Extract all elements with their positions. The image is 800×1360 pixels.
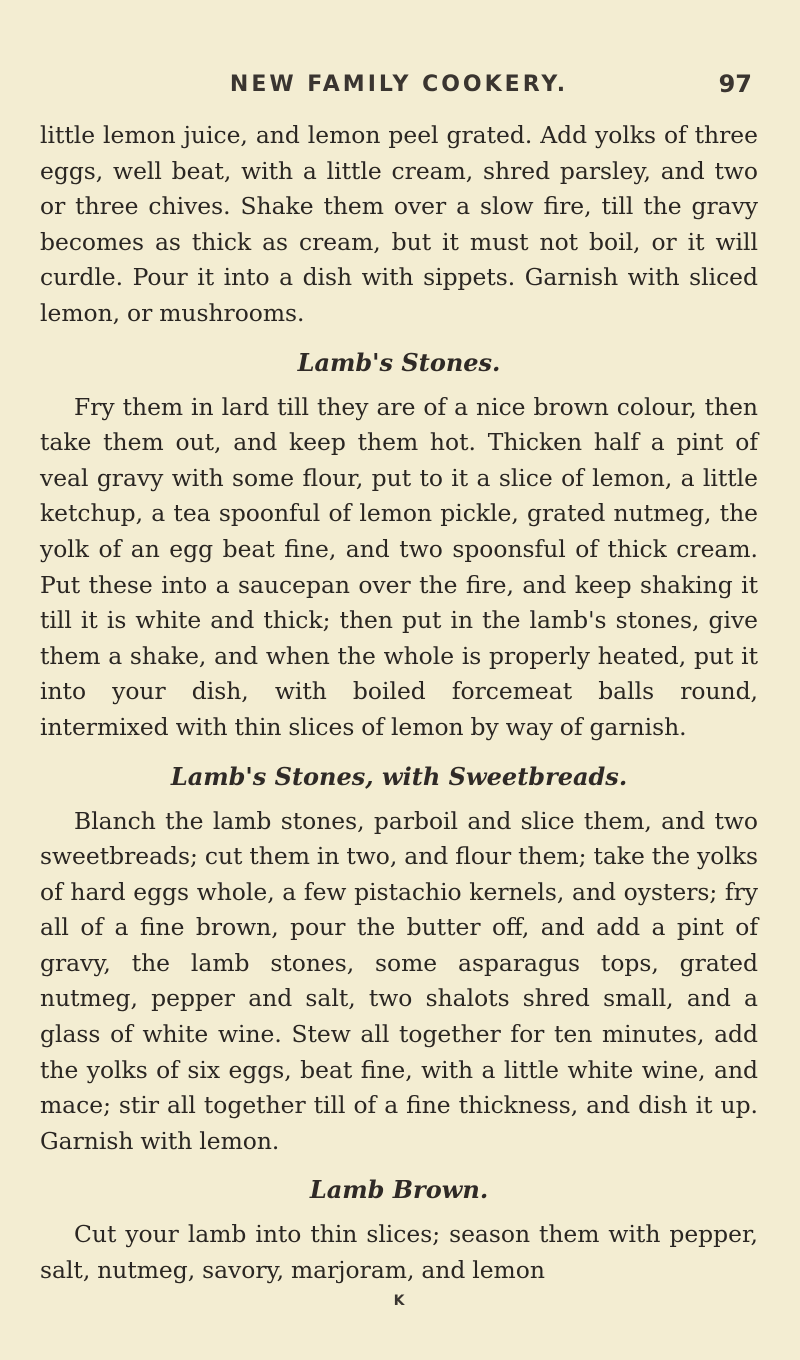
page-number: 97 <box>718 70 752 98</box>
paragraph-lamb-brown: Cut your lamb into thin slices; season them with pepper, salt, nutmeg, savory, marjoram, and lemon <box>40 1220 758 1285</box>
running-title: NEW FAMILY COOKERY. <box>229 72 569 97</box>
signature-mark: K <box>393 1292 405 1309</box>
paragraph-lambs-stones: Fry them in lard till they are of a nice brown colour, then take them out, and keep them hot. Thicken half a pint of veal gravy with some flour, put to it a slice of lemon, a little ketchup, a tea spoonful of lemon pickle, grated nutmeg, the yolk of an egg beat fine, and two spoonsful of thick cream. Put these into a saucepan over the fire, and keep shaking it till it is white and thick; then put in the lamb's stones, give them a shake, and when the whole is properly heated, put it into your dish, with boiled forcemeat balls round, intermixed with thin slices of lemon by way of garnish. <box>40 392 758 741</box>
intro-paragraph: little lemon juice, and lemon peel grated. Add yolks of three eggs, well beat, with a little cream, shred parsley, and two or three chives. Shake them over a slow fire, till the gravy becomes as thick as cream, but it must not boil, or it will curdle. Pour it into a dish with sippets. Garnish with sliced lemon, or mushrooms. <box>40 121 758 327</box>
heading-lamb-brown: Lamb Brown. <box>309 1175 489 1205</box>
heading-lambs-stones-sweetbreads: Lamb's Stones, with Sweetbreads. <box>170 761 628 791</box>
paragraph-lambs-stones-sweetbreads: Blanch the lamb stones, parboil and slice them, and two sweetbreads; cut them in two, and flour them; take the yolks of hard eggs whole, a few pistachio kernels, and oysters; fry all of a fine brown, pour the butter off, and add a pint of gravy, the lamb stones, some asparagus tops, grated nutmeg, pepper and salt, two shalots shred small, and a glass of white wine. Stew all together for ten minutes, add the yolks of six eggs, beat fine, with a little white wine, and mace; stir all together till of a fine thickness, and dish it up. Garnish with lemon. <box>40 806 758 1155</box>
running-header <box>40 0 758 118</box>
heading-lambs-stones: Lamb's Stones. <box>297 347 501 377</box>
